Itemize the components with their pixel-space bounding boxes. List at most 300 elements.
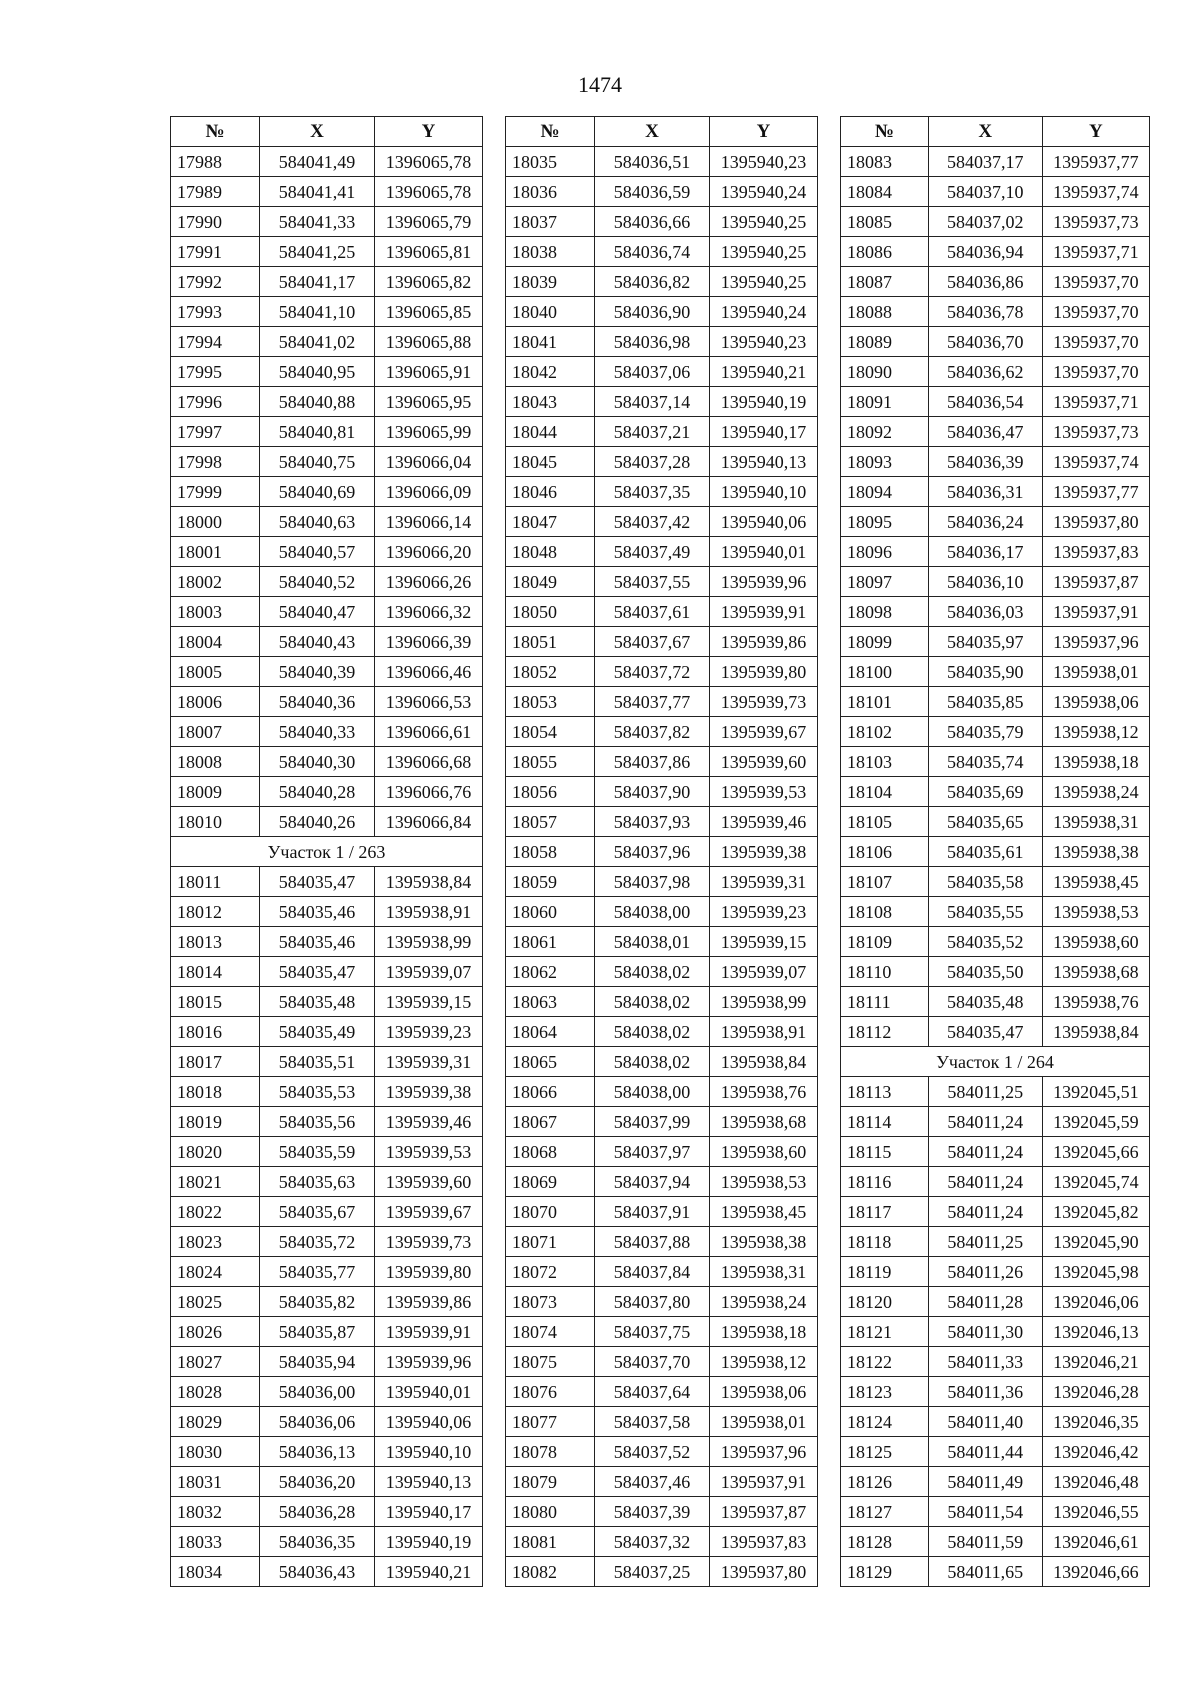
y-coordinate: 1395940,01 xyxy=(710,537,818,567)
y-coordinate: 1395938,18 xyxy=(710,1317,818,1347)
x-coordinate: 584035,97 xyxy=(928,627,1042,657)
x-coordinate: 584037,46 xyxy=(595,1467,710,1497)
point-number: 18012 xyxy=(171,897,260,927)
x-coordinate: 584037,49 xyxy=(595,537,710,567)
header-y: Y xyxy=(375,117,483,147)
y-coordinate: 1392045,59 xyxy=(1042,1107,1149,1137)
coordinates-columns xyxy=(170,116,1150,1590)
y-coordinate: 1395939,15 xyxy=(710,927,818,957)
y-coordinate: 1395937,70 xyxy=(1042,327,1149,357)
y-coordinate: 1395938,53 xyxy=(710,1167,818,1197)
y-coordinate: 1395940,25 xyxy=(710,207,818,237)
y-coordinate: 1395937,73 xyxy=(1042,417,1149,447)
point-number: 18104 xyxy=(841,777,929,807)
table-row xyxy=(841,567,1150,597)
point-number: 18121 xyxy=(841,1317,929,1347)
y-coordinate: 1392045,51 xyxy=(1042,1077,1149,1107)
x-coordinate: 584011,65 xyxy=(928,1557,1042,1587)
y-coordinate: 1396065,85 xyxy=(375,297,483,327)
table-row xyxy=(171,1437,483,1467)
x-coordinate: 584036,82 xyxy=(595,267,710,297)
x-coordinate: 584037,90 xyxy=(595,777,710,807)
y-coordinate: 1395938,84 xyxy=(710,1047,818,1077)
table-row xyxy=(841,657,1150,687)
point-number: 18064 xyxy=(506,1017,595,1047)
x-coordinate: 584036,74 xyxy=(595,237,710,267)
point-number: 17990 xyxy=(171,207,260,237)
x-coordinate: 584037,77 xyxy=(595,687,710,717)
point-number: 18127 xyxy=(841,1497,929,1527)
x-coordinate: 584011,33 xyxy=(928,1347,1042,1377)
point-number: 17993 xyxy=(171,297,260,327)
y-coordinate: 1395939,86 xyxy=(710,627,818,657)
header-x: X xyxy=(595,117,710,147)
x-coordinate: 584035,85 xyxy=(928,687,1042,717)
y-coordinate: 1395940,25 xyxy=(710,267,818,297)
x-coordinate: 584036,10 xyxy=(928,567,1042,597)
y-coordinate: 1395939,73 xyxy=(710,687,818,717)
point-number: 18083 xyxy=(841,147,929,177)
y-coordinate: 1395937,91 xyxy=(710,1467,818,1497)
x-coordinate: 584040,33 xyxy=(260,717,375,747)
x-coordinate: 584035,79 xyxy=(928,717,1042,747)
x-coordinate: 584035,59 xyxy=(260,1137,375,1167)
point-number: 18122 xyxy=(841,1347,929,1377)
y-coordinate: 1395940,23 xyxy=(710,327,818,357)
table-row xyxy=(506,777,818,807)
point-number: 18051 xyxy=(506,627,595,657)
table-row xyxy=(841,1317,1150,1347)
x-coordinate: 584040,47 xyxy=(260,597,375,627)
table-header-row xyxy=(506,117,818,147)
y-coordinate: 1395939,15 xyxy=(375,987,483,1017)
table-row xyxy=(506,1557,818,1587)
table-row xyxy=(506,297,818,327)
point-number: 18021 xyxy=(171,1167,260,1197)
table-row xyxy=(841,1557,1150,1587)
y-coordinate: 1395940,23 xyxy=(710,147,818,177)
x-coordinate: 584037,84 xyxy=(595,1257,710,1287)
point-number: 18007 xyxy=(171,717,260,747)
point-number: 18044 xyxy=(506,417,595,447)
point-number: 18049 xyxy=(506,567,595,597)
table-row xyxy=(506,897,818,927)
x-coordinate: 584011,28 xyxy=(928,1287,1042,1317)
y-coordinate: 1392045,82 xyxy=(1042,1197,1149,1227)
table-row xyxy=(506,1347,818,1377)
point-number: 18096 xyxy=(841,537,929,567)
point-number: 18040 xyxy=(506,297,595,327)
point-number: 18071 xyxy=(506,1227,595,1257)
table-row xyxy=(506,987,818,1017)
point-number: 18109 xyxy=(841,927,929,957)
x-coordinate: 584037,80 xyxy=(595,1287,710,1317)
table-row xyxy=(841,357,1150,387)
y-coordinate: 1395938,45 xyxy=(1042,867,1149,897)
x-coordinate: 584040,69 xyxy=(260,477,375,507)
y-coordinate: 1395937,77 xyxy=(1042,147,1149,177)
table-row xyxy=(841,327,1150,357)
y-coordinate: 1392046,48 xyxy=(1042,1467,1149,1497)
point-number: 18035 xyxy=(506,147,595,177)
point-number: 18080 xyxy=(506,1497,595,1527)
table-row xyxy=(506,867,818,897)
y-coordinate: 1395939,91 xyxy=(375,1317,483,1347)
table-row xyxy=(841,927,1150,957)
x-coordinate: 584036,59 xyxy=(595,177,710,207)
x-coordinate: 584035,82 xyxy=(260,1287,375,1317)
table-row xyxy=(841,1137,1150,1167)
point-number: 18093 xyxy=(841,447,929,477)
point-number: 18059 xyxy=(506,867,595,897)
point-number: 18006 xyxy=(171,687,260,717)
y-coordinate: 1395937,80 xyxy=(710,1557,818,1587)
point-number: 18055 xyxy=(506,747,595,777)
table-row xyxy=(506,417,818,447)
x-coordinate: 584035,46 xyxy=(260,927,375,957)
x-coordinate: 584036,62 xyxy=(928,357,1042,387)
x-coordinate: 584036,00 xyxy=(260,1377,375,1407)
x-coordinate: 584037,93 xyxy=(595,807,710,837)
table-row xyxy=(171,687,483,717)
point-number: 18034 xyxy=(171,1557,260,1587)
y-coordinate: 1395939,60 xyxy=(375,1167,483,1197)
y-coordinate: 1395938,38 xyxy=(1042,837,1149,867)
page-number: 1474 xyxy=(578,72,622,97)
table-row xyxy=(841,717,1150,747)
table-row xyxy=(841,1197,1150,1227)
point-number: 18108 xyxy=(841,897,929,927)
y-coordinate: 1395939,67 xyxy=(710,717,818,747)
table-row xyxy=(171,387,483,417)
x-coordinate: 584035,48 xyxy=(260,987,375,1017)
table-row xyxy=(506,807,818,837)
point-number: 18013 xyxy=(171,927,260,957)
table-row xyxy=(171,177,483,207)
point-number: 18048 xyxy=(506,537,595,567)
x-coordinate: 584036,06 xyxy=(260,1407,375,1437)
point-number: 18101 xyxy=(841,687,929,717)
x-coordinate: 584037,91 xyxy=(595,1197,710,1227)
table-row xyxy=(171,567,483,597)
table-row xyxy=(506,1107,818,1137)
x-coordinate: 584040,57 xyxy=(260,537,375,567)
point-number: 18052 xyxy=(506,657,595,687)
table-row xyxy=(506,387,818,417)
x-coordinate: 584035,47 xyxy=(260,957,375,987)
x-coordinate: 584035,87 xyxy=(260,1317,375,1347)
y-coordinate: 1392046,42 xyxy=(1042,1437,1149,1467)
x-coordinate: 584035,67 xyxy=(260,1197,375,1227)
table-row xyxy=(506,627,818,657)
table-row xyxy=(506,237,818,267)
y-coordinate: 1395937,70 xyxy=(1042,297,1149,327)
y-coordinate: 1396065,81 xyxy=(375,237,483,267)
y-coordinate: 1396066,68 xyxy=(375,747,483,777)
x-coordinate: 584035,47 xyxy=(260,867,375,897)
point-number: 18092 xyxy=(841,417,929,447)
table-row xyxy=(506,1287,818,1317)
x-coordinate: 584037,55 xyxy=(595,567,710,597)
y-coordinate: 1395939,23 xyxy=(375,1017,483,1047)
y-coordinate: 1395939,96 xyxy=(375,1347,483,1377)
table-row xyxy=(171,1527,483,1557)
coordinates-table-3 xyxy=(840,116,1150,1587)
y-coordinate: 1395939,96 xyxy=(710,567,818,597)
x-coordinate: 584036,24 xyxy=(928,507,1042,537)
point-number: 18107 xyxy=(841,867,929,897)
x-coordinate: 584036,51 xyxy=(595,147,710,177)
x-coordinate: 584040,75 xyxy=(260,447,375,477)
point-number: 18028 xyxy=(171,1377,260,1407)
x-coordinate: 584037,02 xyxy=(928,207,1042,237)
y-coordinate: 1395940,19 xyxy=(375,1527,483,1557)
x-coordinate: 584011,59 xyxy=(928,1527,1042,1557)
y-coordinate: 1395939,80 xyxy=(710,657,818,687)
y-coordinate: 1392045,98 xyxy=(1042,1257,1149,1287)
y-coordinate: 1395938,24 xyxy=(710,1287,818,1317)
x-coordinate: 584036,90 xyxy=(595,297,710,327)
table-row xyxy=(171,1557,483,1587)
point-number: 18016 xyxy=(171,1017,260,1047)
y-coordinate: 1395937,87 xyxy=(1042,567,1149,597)
y-coordinate: 1392046,28 xyxy=(1042,1377,1149,1407)
x-coordinate: 584011,24 xyxy=(928,1167,1042,1197)
y-coordinate: 1395938,12 xyxy=(1042,717,1149,747)
y-coordinate: 1395939,91 xyxy=(710,597,818,627)
x-coordinate: 584037,21 xyxy=(595,417,710,447)
point-number: 18079 xyxy=(506,1467,595,1497)
y-coordinate: 1395937,74 xyxy=(1042,177,1149,207)
y-coordinate: 1395940,24 xyxy=(710,297,818,327)
y-coordinate: 1395939,31 xyxy=(375,1047,483,1077)
point-number: 17997 xyxy=(171,417,260,447)
x-coordinate: 584040,63 xyxy=(260,507,375,537)
table-row xyxy=(841,807,1150,837)
header-num: № xyxy=(506,117,595,147)
table-row xyxy=(841,267,1150,297)
point-number: 18066 xyxy=(506,1077,595,1107)
table-row xyxy=(841,867,1150,897)
x-coordinate: 584038,00 xyxy=(595,897,710,927)
point-number: 18005 xyxy=(171,657,260,687)
y-coordinate: 1395939,53 xyxy=(710,777,818,807)
table-row xyxy=(171,1137,483,1167)
y-coordinate: 1395938,06 xyxy=(1042,687,1149,717)
point-number: 18128 xyxy=(841,1527,929,1557)
x-coordinate: 584040,88 xyxy=(260,387,375,417)
point-number: 18094 xyxy=(841,477,929,507)
table-row xyxy=(841,777,1150,807)
y-coordinate: 1392046,35 xyxy=(1042,1407,1149,1437)
y-coordinate: 1395939,46 xyxy=(375,1107,483,1137)
table-row xyxy=(171,987,483,1017)
y-coordinate: 1395940,01 xyxy=(375,1377,483,1407)
y-coordinate: 1396065,79 xyxy=(375,207,483,237)
table-row xyxy=(171,477,483,507)
table-row xyxy=(506,747,818,777)
x-coordinate: 584011,54 xyxy=(928,1497,1042,1527)
y-coordinate: 1395938,60 xyxy=(710,1137,818,1167)
point-number: 18119 xyxy=(841,1257,929,1287)
x-coordinate: 584035,55 xyxy=(928,897,1042,927)
point-number: 18033 xyxy=(171,1527,260,1557)
y-coordinate: 1396065,95 xyxy=(375,387,483,417)
y-coordinate: 1395938,18 xyxy=(1042,747,1149,777)
y-coordinate: 1395938,91 xyxy=(710,1017,818,1047)
point-number: 18081 xyxy=(506,1527,595,1557)
y-coordinate: 1395937,74 xyxy=(1042,447,1149,477)
x-coordinate: 584038,00 xyxy=(595,1077,710,1107)
point-number: 18126 xyxy=(841,1467,929,1497)
y-coordinate: 1395940,06 xyxy=(710,507,818,537)
point-number: 18098 xyxy=(841,597,929,627)
x-coordinate: 584040,81 xyxy=(260,417,375,447)
point-number: 18054 xyxy=(506,717,595,747)
x-coordinate: 584040,30 xyxy=(260,747,375,777)
table-row xyxy=(171,807,483,837)
y-coordinate: 1395938,91 xyxy=(375,897,483,927)
point-number: 18078 xyxy=(506,1437,595,1467)
point-number: 18095 xyxy=(841,507,929,537)
point-number: 18068 xyxy=(506,1137,595,1167)
point-number: 18060 xyxy=(506,897,595,927)
x-coordinate: 584035,56 xyxy=(260,1107,375,1137)
x-coordinate: 584035,53 xyxy=(260,1077,375,1107)
point-number: 18070 xyxy=(506,1197,595,1227)
x-coordinate: 584036,86 xyxy=(928,267,1042,297)
y-coordinate: 1392046,13 xyxy=(1042,1317,1149,1347)
x-coordinate: 584037,52 xyxy=(595,1437,710,1467)
y-coordinate: 1395940,24 xyxy=(710,177,818,207)
point-number: 18001 xyxy=(171,537,260,567)
y-coordinate: 1395938,76 xyxy=(1042,987,1149,1017)
point-number: 18042 xyxy=(506,357,595,387)
y-coordinate: 1395938,45 xyxy=(710,1197,818,1227)
table-row xyxy=(506,1257,818,1287)
x-coordinate: 584011,25 xyxy=(928,1077,1042,1107)
x-coordinate: 584040,26 xyxy=(260,807,375,837)
table-row xyxy=(171,957,483,987)
y-coordinate: 1395939,46 xyxy=(710,807,818,837)
header-x: X xyxy=(260,117,375,147)
x-coordinate: 584035,46 xyxy=(260,897,375,927)
table-row xyxy=(841,747,1150,777)
point-number: 18026 xyxy=(171,1317,260,1347)
x-coordinate: 584035,58 xyxy=(928,867,1042,897)
y-coordinate: 1395937,87 xyxy=(710,1497,818,1527)
point-number: 18024 xyxy=(171,1257,260,1287)
x-coordinate: 584041,33 xyxy=(260,207,375,237)
y-coordinate: 1395937,71 xyxy=(1042,387,1149,417)
y-coordinate: 1395940,10 xyxy=(710,477,818,507)
point-number: 18074 xyxy=(506,1317,595,1347)
x-coordinate: 584011,24 xyxy=(928,1107,1042,1137)
table-row xyxy=(171,417,483,447)
point-number: 17988 xyxy=(171,147,260,177)
table-row xyxy=(506,1167,818,1197)
table-row xyxy=(171,927,483,957)
point-number: 18114 xyxy=(841,1107,929,1137)
table-row xyxy=(506,207,818,237)
y-coordinate: 1392046,55 xyxy=(1042,1497,1149,1527)
table-row xyxy=(506,327,818,357)
table-row xyxy=(171,897,483,927)
point-number: 18043 xyxy=(506,387,595,417)
point-number: 18069 xyxy=(506,1167,595,1197)
point-number: 18106 xyxy=(841,837,929,867)
x-coordinate: 584038,02 xyxy=(595,957,710,987)
y-coordinate: 1395938,99 xyxy=(375,927,483,957)
point-number: 17994 xyxy=(171,327,260,357)
table-row xyxy=(506,1407,818,1437)
y-coordinate: 1395938,31 xyxy=(710,1257,818,1287)
table-row xyxy=(506,357,818,387)
table-row xyxy=(841,207,1150,237)
x-coordinate: 584011,25 xyxy=(928,1227,1042,1257)
x-coordinate: 584035,74 xyxy=(928,747,1042,777)
point-number: 18120 xyxy=(841,1287,929,1317)
point-number: 18014 xyxy=(171,957,260,987)
table-row xyxy=(506,1197,818,1227)
x-coordinate: 584035,63 xyxy=(260,1167,375,1197)
table-row xyxy=(841,1017,1150,1047)
point-number: 18022 xyxy=(171,1197,260,1227)
x-coordinate: 584035,77 xyxy=(260,1257,375,1287)
y-coordinate: 1395937,71 xyxy=(1042,237,1149,267)
table-row xyxy=(171,1107,483,1137)
x-coordinate: 584035,94 xyxy=(260,1347,375,1377)
x-coordinate: 584035,49 xyxy=(260,1017,375,1047)
table-row xyxy=(841,1227,1150,1257)
x-coordinate: 584041,17 xyxy=(260,267,375,297)
point-number: 17989 xyxy=(171,177,260,207)
x-coordinate: 584037,28 xyxy=(595,447,710,477)
table-row xyxy=(841,297,1150,327)
y-coordinate: 1395937,80 xyxy=(1042,507,1149,537)
header-x: X xyxy=(928,117,1042,147)
x-coordinate: 584036,94 xyxy=(928,237,1042,267)
y-coordinate: 1395940,17 xyxy=(710,417,818,447)
x-coordinate: 584037,25 xyxy=(595,1557,710,1587)
y-coordinate: 1395938,84 xyxy=(375,867,483,897)
point-number: 18004 xyxy=(171,627,260,657)
x-coordinate: 584036,39 xyxy=(928,447,1042,477)
y-coordinate: 1396066,53 xyxy=(375,687,483,717)
point-number: 18111 xyxy=(841,987,929,1017)
header-y: Y xyxy=(1042,117,1149,147)
table-row xyxy=(506,1377,818,1407)
y-coordinate: 1392045,66 xyxy=(1042,1137,1149,1167)
point-number: 18073 xyxy=(506,1287,595,1317)
y-coordinate: 1396066,09 xyxy=(375,477,483,507)
x-coordinate: 584036,03 xyxy=(928,597,1042,627)
x-coordinate: 584035,90 xyxy=(928,657,1042,687)
point-number: 18037 xyxy=(506,207,595,237)
table-row xyxy=(506,177,818,207)
y-coordinate: 1395938,53 xyxy=(1042,897,1149,927)
x-coordinate: 584037,75 xyxy=(595,1317,710,1347)
table-row xyxy=(841,1497,1150,1527)
table-row xyxy=(506,477,818,507)
y-coordinate: 1395940,21 xyxy=(375,1557,483,1587)
table-row xyxy=(841,447,1150,477)
x-coordinate: 584036,13 xyxy=(260,1437,375,1467)
point-number: 18018 xyxy=(171,1077,260,1107)
x-coordinate: 584011,40 xyxy=(928,1407,1042,1437)
x-coordinate: 584037,17 xyxy=(928,147,1042,177)
table-row xyxy=(171,1347,483,1377)
